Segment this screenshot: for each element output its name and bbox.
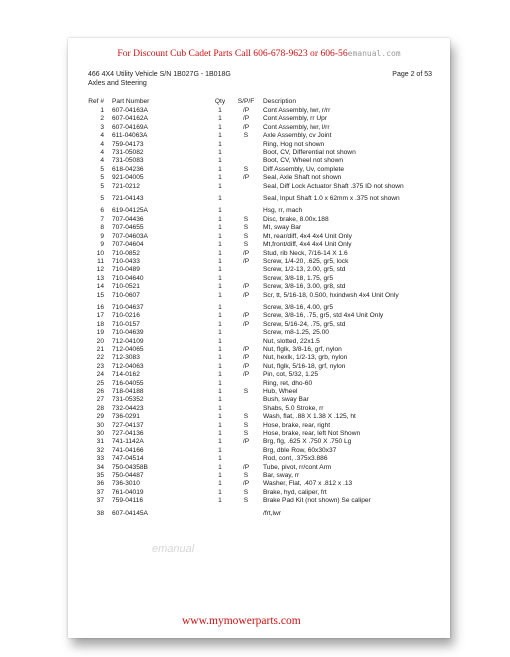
spf-cell: /P <box>242 312 250 320</box>
part-number-cell: 716-04055 <box>112 379 144 387</box>
spf-cell <box>232 447 260 455</box>
col-part-number: Part Number <box>112 98 150 105</box>
qty-cell: 1 <box>218 455 222 463</box>
qty-cell: 1 <box>218 195 222 203</box>
description-cell: Screw, 1/4-20, .625, gr5, lock <box>263 257 349 265</box>
description-cell: Screw, 3/8-16, 3.00, gr8, std <box>263 283 346 291</box>
part-number-cell: 619-04125A <box>112 207 148 215</box>
qty-cell: 1 <box>218 149 222 157</box>
col-spf: S/P/F <box>237 98 255 105</box>
table-row <box>88 354 436 362</box>
qty-cell: 1 <box>218 123 222 131</box>
table-row <box>88 413 436 421</box>
part-number-cell: 710-0521 <box>112 283 140 291</box>
qty-cell: 1 <box>218 232 222 240</box>
table-row <box>88 480 436 488</box>
part-number-cell: 741-04166 <box>112 446 144 454</box>
spf-cell: /P <box>242 354 250 362</box>
spf-cell <box>232 455 260 463</box>
table-row <box>88 396 436 404</box>
part-number-cell: 721-04143 <box>112 195 144 203</box>
spf-cell: /P <box>242 320 250 328</box>
spf-cell: /P <box>242 371 250 379</box>
qty-cell: 1 <box>218 157 222 165</box>
part-number-cell: 750-04358B <box>112 463 148 471</box>
part-number-cell: 710-0489 <box>112 266 140 274</box>
qty-cell: 1 <box>218 207 222 215</box>
banner-text: For Discount Cub Cadet Parts Call 606-678-9623 or 606-56 <box>117 48 348 59</box>
ref-cell: 18 <box>96 320 104 328</box>
qty-cell: 1 <box>218 115 222 123</box>
description-cell: Ring, Hog not shown <box>263 140 325 148</box>
description-cell: Seal, Input Shaft 1.0 x 62mm x .375 not shown <box>263 195 400 203</box>
parts-table <box>88 107 436 518</box>
table-row <box>88 304 436 312</box>
qty-cell: 1 <box>218 472 222 480</box>
description-cell: Seal, Diff Lock Actuator Shaft .375 ID not shown <box>263 182 404 190</box>
table-row <box>88 405 436 413</box>
watermark-text: emanual <box>152 543 195 555</box>
spf-cell: S <box>243 241 249 249</box>
qty-cell: 1 <box>218 266 222 274</box>
column-headers <box>88 98 436 106</box>
description-cell: Brg, flg, .625 X .750 X .750 Lg <box>263 438 352 446</box>
ref-cell: 32 <box>96 446 104 454</box>
part-number-cell: 921-04005 <box>112 174 144 182</box>
part-number-cell: 759-04173 <box>112 140 144 148</box>
qty-cell: 1 <box>218 257 222 265</box>
part-number-cell: 707-04436 <box>112 215 144 223</box>
description-cell: Nut, hexlk, 1/2-13, grb, nylon <box>263 354 348 362</box>
part-number-cell: 710-04640 <box>112 274 144 282</box>
table-row <box>88 388 436 396</box>
part-number-cell: 710-0216 <box>112 312 140 320</box>
footer-url[interactable]: www.mymowerparts.com <box>182 615 301 627</box>
col-description: Description <box>263 98 296 105</box>
ref-cell: 31 <box>96 438 104 446</box>
ref-cell: 19 <box>96 329 104 337</box>
ref-cell: 4 <box>100 157 104 165</box>
description-cell: /frt,lwr <box>263 509 281 517</box>
qty-cell: 1 <box>218 291 222 299</box>
part-number-cell: 750-04487 <box>112 472 144 480</box>
ref-cell: 23 <box>96 362 104 370</box>
ref-cell: 9 <box>100 241 104 249</box>
qty-cell: 1 <box>218 480 222 488</box>
qty-cell: 1 <box>218 140 222 148</box>
ref-cell: 38 <box>96 509 104 517</box>
spf-cell: /P <box>242 438 250 446</box>
table-row <box>88 380 436 388</box>
ref-cell: 11 <box>97 257 104 265</box>
part-number-cell: 607-04145A <box>112 509 148 517</box>
spf-cell: /P <box>242 291 250 299</box>
spf-cell: S <box>243 132 249 140</box>
description-cell: Boot, CV, Wheel not shown <box>263 157 344 165</box>
spf-cell: /P <box>242 115 250 123</box>
description-cell: Screw, 1/2-13, 2.00, gr5, std <box>263 266 346 274</box>
ref-cell: 21 <box>96 345 104 353</box>
qty-cell: 1 <box>218 249 222 257</box>
ref-cell: 34 <box>96 463 104 471</box>
part-number-cell: 727-04137 <box>112 421 144 429</box>
table-row <box>88 224 436 232</box>
description-cell: Screw, 3/8-18, 1.75, gr5 <box>263 274 334 282</box>
ref-cell: 27 <box>96 396 104 404</box>
description-cell: Screw, m8-1.25, 25.00 <box>263 329 329 337</box>
ref-cell: 5 <box>100 195 104 203</box>
spf-cell <box>232 149 260 157</box>
part-number-cell: 761-04019 <box>112 488 144 496</box>
part-number-cell: 736-0291 <box>112 413 140 421</box>
ref-cell: 4 <box>100 149 104 157</box>
ref-cell: 5 <box>100 165 104 173</box>
part-number-cell: 707-04655 <box>112 224 144 232</box>
part-number-cell: 710-0433 <box>112 257 140 265</box>
part-number-cell: 714-0162 <box>112 371 140 379</box>
description-cell: Scr, tt, 5/16-18, 0.500, hxindwsh 4x4 Unit Only <box>263 291 399 299</box>
description-cell: Pin, cot, 5/32, 1.25 <box>263 371 318 379</box>
part-number-cell: 741-1142A <box>112 438 144 446</box>
description-cell: Washer, Flat, .407 x .812 x .13 <box>263 480 353 488</box>
description-cell: Hose, brake, rear, right <box>263 421 331 429</box>
spf-cell: /P <box>242 257 250 265</box>
discount-banner <box>68 48 450 59</box>
part-number-cell: 731-05083 <box>112 157 144 165</box>
document-header <box>88 70 432 88</box>
ref-cell: 29 <box>96 413 104 421</box>
table-row <box>88 472 436 480</box>
description-cell: Diff Assembly, Uv, complete <box>263 165 344 173</box>
spf-cell: S <box>243 388 249 395</box>
description-cell: Brg, dble Row, 60x30x37 <box>263 446 337 454</box>
qty-cell: 1 <box>218 430 222 438</box>
spf-cell <box>232 157 260 165</box>
table-row <box>88 497 436 505</box>
qty-cell: 1 <box>218 215 222 223</box>
description-cell: Brake Pad Kit (not shown) Se caliper <box>263 497 371 505</box>
ref-cell: 36 <box>96 480 104 488</box>
part-number-cell: 731-05352 <box>112 396 144 404</box>
part-number-cell: 607-04163A <box>112 107 148 114</box>
table-row <box>88 233 436 241</box>
description-cell: Hsg, rr, mach <box>263 207 303 215</box>
table-row <box>88 283 436 291</box>
part-number-cell: 712-04109 <box>112 337 144 345</box>
table-row <box>88 430 436 438</box>
ref-cell: 14 <box>96 283 104 291</box>
spf-cell <box>232 266 260 274</box>
table-row <box>88 510 436 518</box>
table-row <box>88 141 436 149</box>
part-number-cell: 607-04162A <box>112 115 148 123</box>
spf-cell: /P <box>242 123 250 131</box>
table-row <box>88 266 436 274</box>
spf-cell: /P <box>242 480 250 488</box>
spf-cell: /P <box>242 107 250 114</box>
part-number-cell: 710-0852 <box>112 249 140 257</box>
spf-cell: /P <box>242 283 250 291</box>
qty-cell: 1 <box>218 463 222 471</box>
table-row <box>88 292 436 300</box>
ref-cell: 4 <box>100 132 104 140</box>
description-cell: Rod, cont, .375x3.886 <box>263 455 328 463</box>
qty-cell: 1 <box>218 107 222 114</box>
part-number-cell: 712-04065 <box>112 345 144 353</box>
spf-cell <box>232 183 260 191</box>
table-row <box>88 174 436 182</box>
description-cell: Shabs, 5.0 Stroke, rr <box>263 404 324 412</box>
spf-cell <box>232 207 260 215</box>
spf-cell: S <box>243 430 249 438</box>
part-number-cell: 712-04063 <box>112 362 144 370</box>
spf-cell: /P <box>242 345 250 353</box>
qty-cell: 1 <box>218 413 222 421</box>
table-row <box>88 207 436 215</box>
qty-cell: 1 <box>218 371 222 379</box>
spf-cell <box>232 329 260 337</box>
qty-cell: 1 <box>218 345 222 353</box>
qty-cell: 1 <box>218 337 222 345</box>
ref-cell: 20 <box>96 337 104 345</box>
qty-cell: 1 <box>218 303 222 311</box>
description-cell: Seal, Axle Shaft not shown <box>263 174 342 182</box>
document-page <box>68 38 450 638</box>
banner-watermark: emanual.com <box>347 49 401 58</box>
table-row <box>88 149 436 157</box>
spf-cell <box>232 275 260 283</box>
part-number-cell: 718-04188 <box>112 388 144 395</box>
qty-cell: 1 <box>218 446 222 454</box>
part-number-cell: 731-05082 <box>112 149 144 157</box>
qty-cell <box>208 510 232 518</box>
page-number: Page 2 of 53 <box>392 71 432 78</box>
table-row <box>88 455 436 463</box>
part-number-cell: 707-04603A <box>112 232 148 240</box>
description-cell: Mt, sway Bar <box>263 224 302 232</box>
qty-cell: 1 <box>218 438 222 446</box>
spf-cell <box>232 510 260 518</box>
spf-cell <box>232 338 260 346</box>
table-row <box>88 195 436 203</box>
col-ref: Ref # <box>88 98 104 105</box>
description-cell: Screw, 3/8-16, 4.00, gr5 <box>263 303 334 311</box>
table-row <box>88 346 436 354</box>
description-cell: Mt,front/diff, 4x4 4x4 Unit Only <box>263 241 352 249</box>
spf-cell: S <box>243 488 249 496</box>
part-number-cell: 727-04136 <box>112 430 144 438</box>
spf-cell: /P <box>242 362 250 370</box>
spf-cell <box>232 405 260 413</box>
part-number-cell: 747-04514 <box>112 455 144 463</box>
spf-cell: S <box>243 472 249 480</box>
ref-cell: 3 <box>100 123 104 131</box>
part-number-cell: 618-04236 <box>112 165 144 173</box>
description-cell: Cont Assembly, rr Upr <box>263 115 327 123</box>
table-row <box>88 447 436 455</box>
table-row <box>88 241 436 249</box>
table-row <box>88 107 436 115</box>
table-row <box>88 371 436 379</box>
description-cell: Tube, pivot, rr/cont Arm <box>263 463 332 471</box>
qty-cell: 1 <box>218 174 222 182</box>
description-cell: Bar, sway, rr <box>263 472 300 480</box>
qty-cell: 1 <box>218 396 222 404</box>
qty-cell: 1 <box>218 329 222 337</box>
spf-cell <box>232 396 260 404</box>
description-cell: Cont Assembly, lwr, r/rr <box>263 107 331 114</box>
ref-cell: 13 <box>96 274 104 282</box>
spf-cell: S <box>243 497 249 505</box>
description-cell: Nut, slotted, 22x1.5 <box>263 337 320 345</box>
description-cell: Wash, flat, .88 X 1.38 X .125, ht <box>263 413 356 421</box>
description-cell: Hose, brake, rear, left Not Shown <box>263 430 361 438</box>
description-cell: Nut, flglk, 3/8-16, grf, nylon <box>263 345 342 353</box>
description-cell: Cont Assembly, lwr, l/rr <box>263 123 330 131</box>
description-cell: Stud, rib Neck, 7/16-14 X 1.6 <box>263 249 348 257</box>
table-row <box>88 489 436 497</box>
ref-cell: 1 <box>100 107 104 114</box>
part-number-cell: 736-3010 <box>112 480 140 488</box>
table-row <box>88 464 436 472</box>
description-cell: Bush, sway Bar <box>263 396 309 404</box>
qty-cell: 1 <box>218 132 222 140</box>
part-number-cell: 732-04423 <box>112 404 144 412</box>
spf-cell: /P <box>242 463 250 471</box>
table-row <box>88 422 436 430</box>
part-number-cell: 712-3083 <box>112 354 140 362</box>
spf-cell: S <box>243 413 249 421</box>
spf-cell: /P <box>242 174 250 182</box>
ref-cell: 37 <box>96 497 104 505</box>
table-row <box>88 183 436 191</box>
ref-cell: 4 <box>100 140 104 148</box>
qty-cell: 1 <box>218 182 222 190</box>
description-cell: Screw, 5/16-24, .75, gr5, std <box>263 320 346 328</box>
ref-cell: 7 <box>100 215 104 223</box>
ref-cell: 15 <box>96 291 104 299</box>
qty-cell: 1 <box>218 354 222 362</box>
spf-cell: S <box>243 421 249 429</box>
ref-cell: 12 <box>96 266 104 274</box>
spf-cell <box>232 304 260 312</box>
description-cell: Ring, ret, dho-60 <box>263 379 313 387</box>
part-number-cell: 721-0212 <box>112 182 140 190</box>
spf-cell: S <box>243 232 249 240</box>
qty-cell: 1 <box>218 404 222 412</box>
qty-cell: 1 <box>218 497 222 505</box>
description-cell: Disc, brake, 8.00x.188 <box>263 215 329 223</box>
qty-cell: 1 <box>218 165 222 173</box>
spf-cell <box>232 195 260 203</box>
part-number-cell: 611-04063A <box>112 132 148 140</box>
ref-cell: 24 <box>96 371 104 379</box>
table-row <box>88 329 436 337</box>
spf-cell: S <box>243 165 249 173</box>
description-cell: Boot, CV, Differential not shown <box>263 149 356 157</box>
table-row <box>88 250 436 258</box>
table-row <box>88 132 436 140</box>
ref-cell: 28 <box>96 404 104 412</box>
ref-cell: 30 <box>96 430 104 438</box>
qty-cell: 1 <box>218 388 222 395</box>
table-row <box>88 312 436 320</box>
part-number-cell: 710-04637 <box>112 303 144 311</box>
ref-cell: 30 <box>96 421 104 429</box>
table-row <box>88 166 436 174</box>
qty-cell: 1 <box>218 320 222 328</box>
spf-cell: S <box>243 215 249 223</box>
ref-cell: 26 <box>96 388 104 395</box>
spf-cell: S <box>243 224 249 232</box>
table-row <box>88 216 436 224</box>
ref-cell: 35 <box>96 472 104 480</box>
qty-cell: 1 <box>218 312 222 320</box>
part-number-cell: 607-04169A <box>112 123 148 131</box>
table-row <box>88 438 436 446</box>
ref-cell: 8 <box>100 224 104 232</box>
table-row <box>88 275 436 283</box>
ref-cell: 10 <box>96 249 104 257</box>
ref-cell: 2 <box>100 115 104 123</box>
qty-cell: 1 <box>218 224 222 232</box>
ref-cell: 17 <box>96 312 104 320</box>
table-row <box>88 338 436 346</box>
ref-cell: 37 <box>96 488 104 496</box>
ref-cell: 6 <box>100 207 104 215</box>
ref-cell: 22 <box>96 354 104 362</box>
description-cell: Nut, flglk, 5/16-18, grf, nylon <box>263 362 346 370</box>
table-row <box>88 115 436 123</box>
qty-cell: 1 <box>218 241 222 249</box>
ref-cell: 9 <box>100 232 104 240</box>
part-number-cell: 710-04639 <box>112 329 144 337</box>
description-cell: Axle Assembly, cv Joint <box>263 132 332 140</box>
ref-cell: 5 <box>100 174 104 182</box>
part-number-cell: 710-0607 <box>112 291 140 299</box>
section-title: Axles and Steering <box>88 80 147 87</box>
spf-cell <box>232 380 260 388</box>
document-title: 466 4X4 Utility Vehicle S/N 1B027G - 1B018G <box>88 71 231 78</box>
table-row <box>88 258 436 266</box>
qty-cell: 1 <box>218 283 222 291</box>
table-row <box>88 321 436 329</box>
qty-cell: 1 <box>218 379 222 387</box>
part-number-cell: 707-04604 <box>112 241 144 249</box>
table-row <box>88 363 436 371</box>
ref-cell: 5 <box>100 182 104 190</box>
table-row <box>88 157 436 165</box>
spf-cell: /P <box>242 249 250 257</box>
description-cell: Hub, Wheel <box>263 388 298 395</box>
ref-cell: 25 <box>96 379 104 387</box>
part-number-cell: 759-04116 <box>112 497 144 505</box>
description-cell: Screw, 3/8-16, .75, gr5, std 4x4 Unit Only <box>263 312 384 320</box>
qty-cell: 1 <box>218 488 222 496</box>
part-number-cell: 710-0157 <box>112 320 140 328</box>
ref-cell: 16 <box>96 303 104 311</box>
col-qty: Qty <box>214 98 226 105</box>
qty-cell: 1 <box>218 421 222 429</box>
spf-cell <box>232 141 260 149</box>
description-cell: Mt, rear/diff, 4x4 4x4 Unit Only <box>263 232 352 240</box>
table-row <box>88 124 436 132</box>
qty-cell: 1 <box>218 274 222 282</box>
qty-cell: 1 <box>218 362 222 370</box>
description-cell: Brake, hyd, caliper, frt <box>263 488 327 496</box>
ref-cell: 33 <box>96 455 104 463</box>
